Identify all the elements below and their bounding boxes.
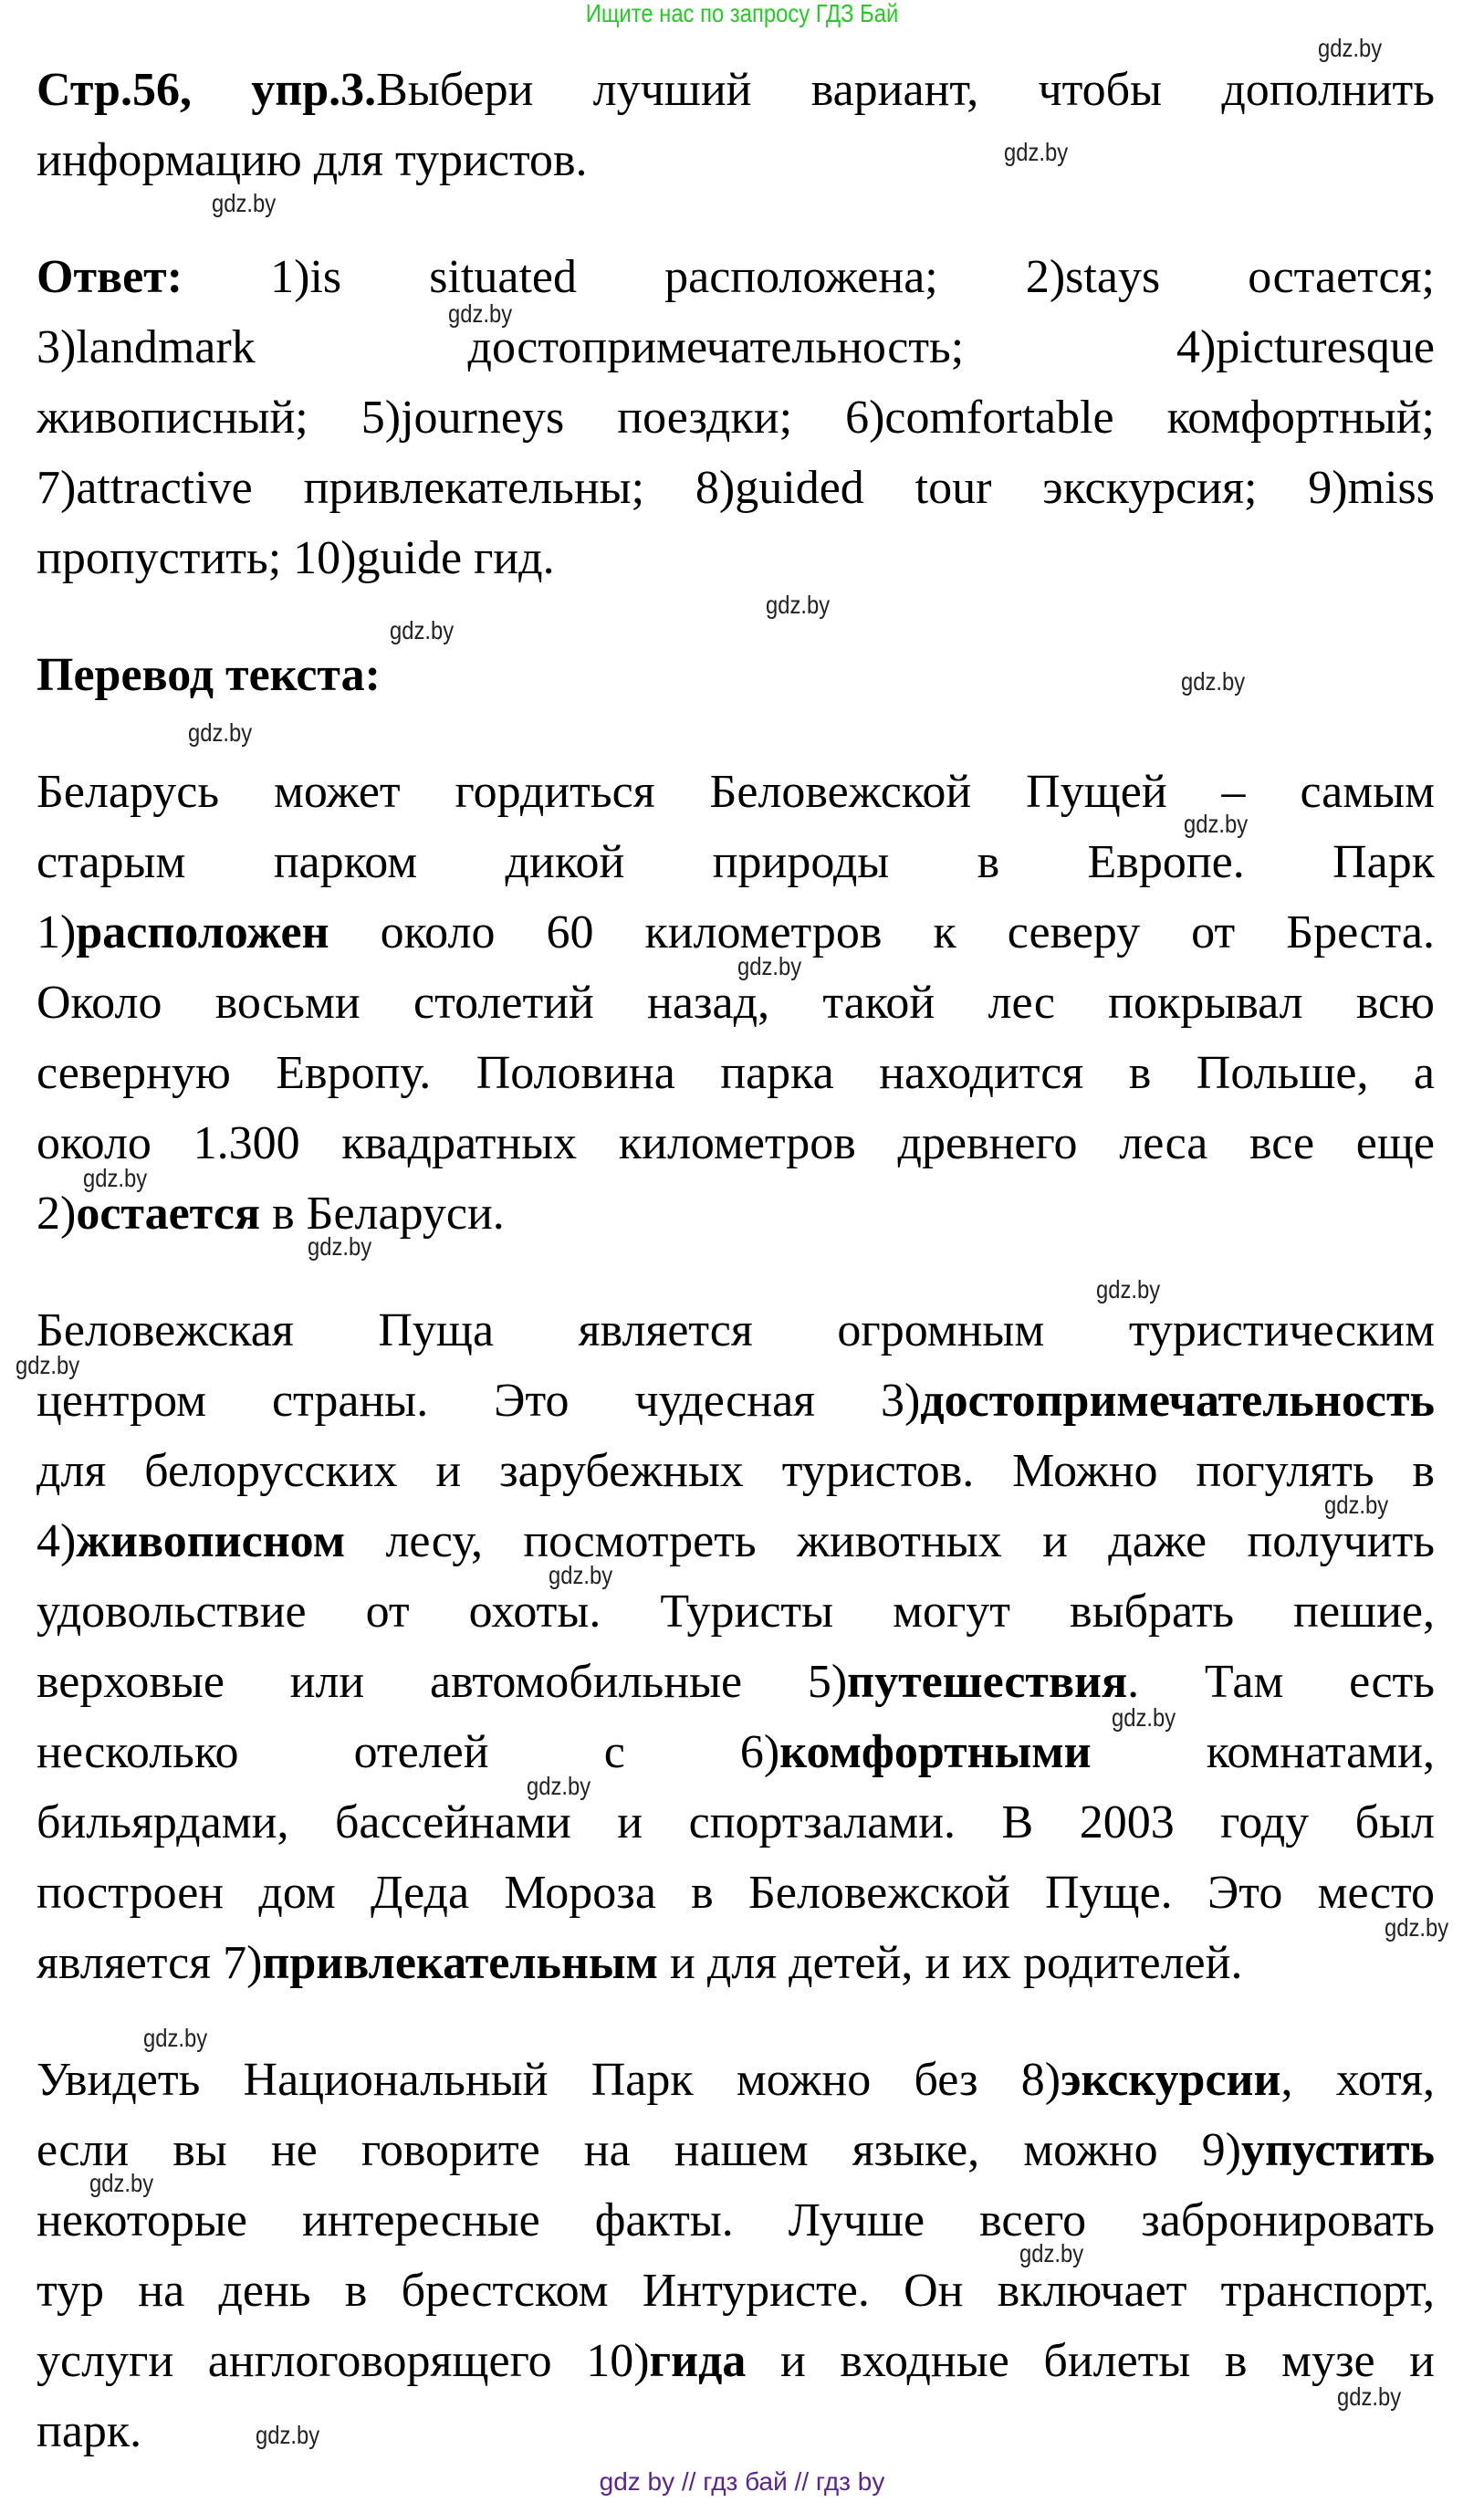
bold-text: гида [649,2335,747,2387]
watermark: gdz.by [1337,2382,1402,2411]
bold-text: живописном [76,1515,346,1567]
text-line [37,2185,1435,2256]
exercise-title [37,55,1435,195]
watermark: gdz.by [89,2169,154,2197]
text-line [37,2256,1435,2326]
text-line [37,1436,1435,1506]
watermark: gdz.by [1019,2239,1084,2267]
text-line [37,2045,1435,2115]
watermark: gdz.by [256,2421,320,2449]
bold-text: привлекательным [262,1937,659,1989]
text-line [37,125,1435,195]
search-hint-banner: Ищите нас по запросу ГДЗ Бай [585,0,899,27]
text: лесу, посмотреть животных и даже получить [345,1515,1435,1567]
text: северную Европу. Половина парка находится в Польше, а [37,1047,1435,1099]
text: 3)landmark достопримечательность; 4)picturesque [37,321,1435,373]
text: живописный; 5)journeys поездки; 6)comfortable комфортный; [37,392,1435,444]
text-line [37,242,1435,312]
text-line [37,312,1435,382]
text: . Там есть [1127,1656,1435,1708]
bold-text: экскурсии [1061,2054,1281,2106]
bold-text: Ответ: [37,251,183,303]
text-line [37,1787,1435,1858]
text: 2) [37,1188,77,1240]
text-line [37,55,1435,125]
text: удовольствие от охоты. Туристы могут выбрать пешие, [37,1586,1435,1638]
bold-text: путешествия [847,1656,1128,1708]
text: если вы не говорите на нашем языке, можно 9) [37,2124,1241,2176]
text-line [37,1366,1435,1436]
text: в Беларуси. [260,1188,505,1240]
text: бильярдами, бассейнами и спортзалами. В 2003 году был [37,1796,1435,1848]
watermark: gdz.by [737,952,802,980]
text-line [37,453,1435,523]
text-line [37,968,1435,1038]
watermark: gdz.by [1181,667,1246,696]
text: информацию для туристов. [37,134,588,186]
answer [37,242,1435,593]
text-line [37,1928,1435,1998]
text-line [37,1647,1435,1717]
bold-text: остается [76,1188,261,1240]
footer-links: gdz by // гдз бай // гдз by [599,2467,885,2496]
text-line [37,1576,1435,1647]
text: парк. [37,2405,142,2457]
watermark: gdz.by [1184,810,1249,838]
watermark: gdz.by [1004,138,1069,166]
text-line [37,1717,1435,1787]
text: и входные билеты в музе и [746,2335,1435,2387]
watermark: gdz.by [1112,1703,1176,1732]
watermark: gdz.by [766,591,831,619]
watermark: gdz.by [1385,1913,1449,1942]
text-line [37,2396,1435,2466]
text: 7)attractive привлекательны; 8)guided tour экскурсия; 9)miss [37,462,1435,514]
text-line [37,1858,1435,1928]
text: Около восьми столетий назад, такой лес покрывал всю [37,977,1435,1029]
text: Беловежская Пуща является огромным туристическим [37,1304,1435,1356]
text-line [37,382,1435,453]
watermark: gdz.by [212,189,277,217]
text-line [37,1038,1435,1108]
watermark: gdz.by [549,1561,613,1589]
text-line [37,2326,1435,2396]
bold-text: Перевод текста: [37,649,381,701]
bold-text: упустить [1241,2124,1435,2176]
watermark: gdz.by [143,2024,208,2052]
text: 1) [37,906,77,958]
watermark: gdz.by [448,299,513,328]
watermark: gdz.by [390,616,455,644]
text: является 7) [37,1937,263,1989]
text: пропустить; 10)guide гид. [37,532,555,584]
bold-text: расположен [76,906,329,958]
text-line [37,1295,1435,1366]
watermark: gdz.by [188,718,253,747]
watermark: gdz.by [83,1164,148,1192]
text-line [37,523,1435,593]
text: комнатами, [1091,1726,1435,1778]
watermark: gdz.by [527,1772,591,1800]
text: Увидеть Национальный Парк можно без 8) [37,2054,1061,2106]
watermark: gdz.by [1096,1275,1161,1304]
text: для белорусских и зарубежных туристов. Можно погулять в [37,1445,1435,1497]
watermark: gdz.by [1324,1491,1389,1519]
text: тур на день в брестском Интуристе. Он включает транспорт, [37,2265,1435,2317]
text: Выбери лучший вариант, чтобы дополнить [376,64,1435,116]
text: услуги англоговорящего 10) [37,2335,650,2387]
text: , хотя, [1280,2054,1435,2106]
text: некоторые интересные факты. Лучше всего забронировать [37,2194,1435,2246]
bold-text: достопримечательность [920,1375,1435,1427]
text-line [37,897,1435,968]
text: центром страны. Это чудесная 3) [37,1375,921,1427]
watermark: gdz.by [16,1351,80,1379]
watermark: gdz.by [308,1232,372,1261]
text: верховые или автомобильные 5) [37,1656,848,1708]
text: около 60 километров к северу от Бреста. [329,906,1435,958]
text: 4) [37,1515,77,1567]
translation-paragraph-3 [37,2045,1435,2466]
text: построен дом Деда Мороза в Беловежской Пуще. Это место [37,1867,1435,1919]
text: несколько отелей с 6) [37,1726,780,1778]
text-line [37,2115,1435,2185]
text-line [37,1506,1435,1576]
text: старым парком дикой природы в Европе. Парк [37,836,1435,888]
text: 1)is situated расположена; 2)stays остается; [183,251,1435,303]
bold-text: Стр.56, упр.3. [37,64,377,116]
bold-text: комфортными [779,1726,1092,1778]
document-body [37,55,1435,2513]
text: около 1.300 квадратных километров древнего леса все еще [37,1117,1435,1169]
text-line [37,1108,1435,1178]
text: и для детей, и их родителей. [658,1937,1243,1989]
watermark: gdz.by [1318,34,1383,62]
text: Беларусь может гордиться Беловежской Пущей – самым [37,766,1435,818]
text-line [37,1178,1435,1249]
translation-paragraph-2 [37,1295,1435,1998]
